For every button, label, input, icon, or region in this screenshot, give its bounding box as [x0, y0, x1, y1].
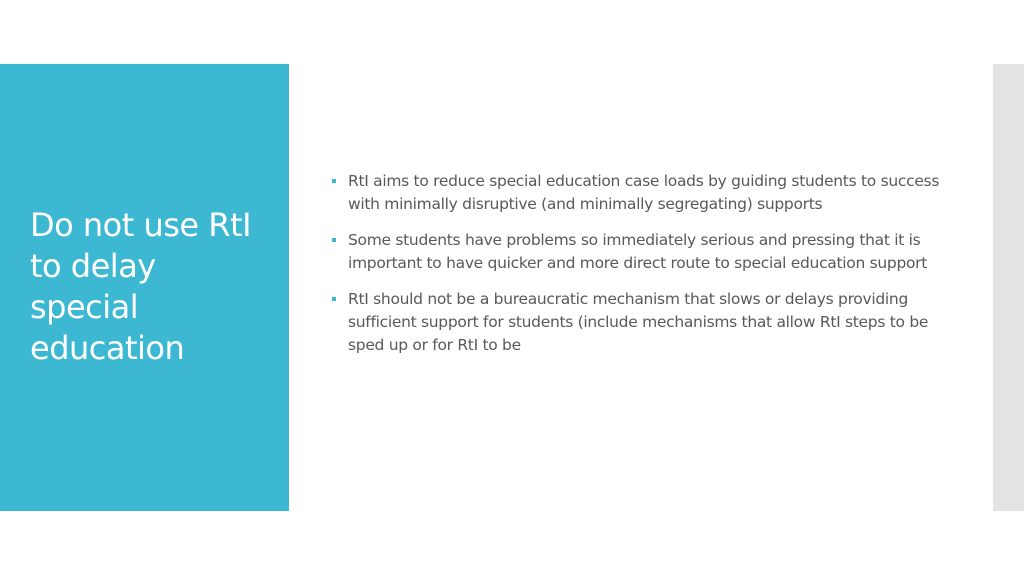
- bullet-marker-icon: [332, 238, 336, 242]
- side-strip: [993, 64, 1024, 511]
- bullet-text: RtI should not be a bureaucratic mechanism that slows or delays providing sufficient support for students (include mechanisms that allow RtI steps to be sped up or for RtI to be: [348, 290, 929, 354]
- bullet-text: RtI aims to reduce special education case loads by guiding students to success with minimally disruptive (and minimally segregating) supports: [348, 172, 940, 213]
- bullet-marker-icon: [332, 179, 336, 183]
- bullet-text: Some students have problems so immediately serious and pressing that it is important to have quicker and more direct route to special education support: [348, 231, 928, 272]
- bullet-item: [330, 288, 950, 357]
- slide-title: Do not use RtI to delay special education: [30, 206, 251, 367]
- bullet-marker-icon: [332, 297, 336, 301]
- bullet-list: [330, 170, 950, 370]
- bullet-item: [330, 229, 950, 275]
- bullet-item: [330, 170, 950, 216]
